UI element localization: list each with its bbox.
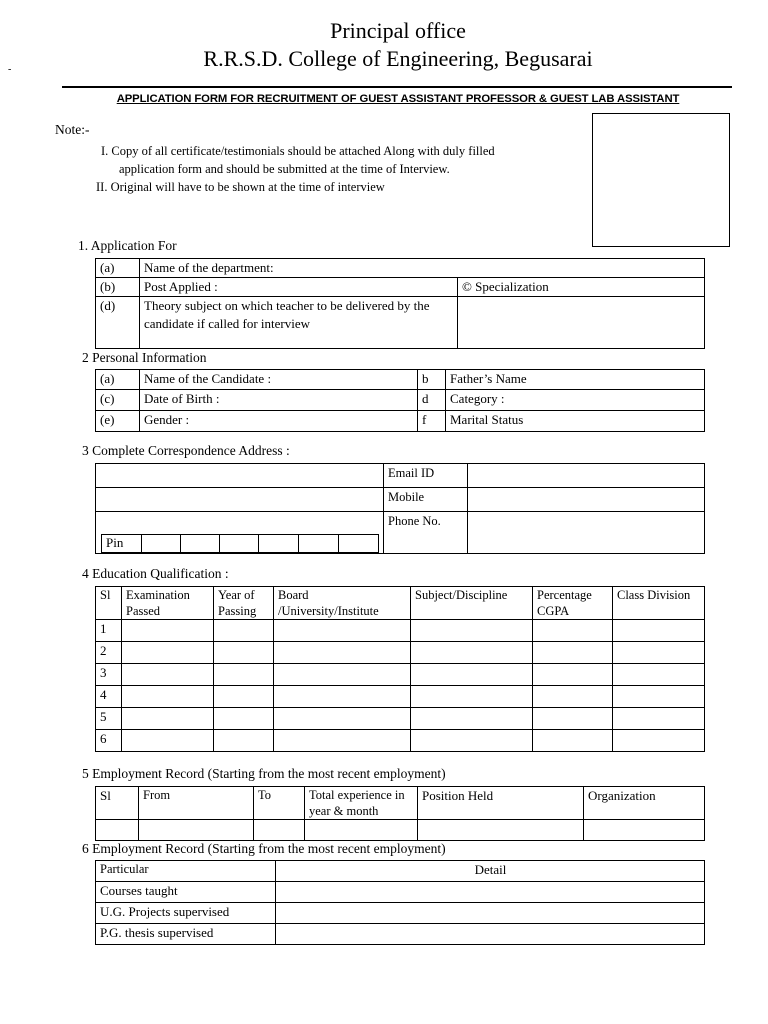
cell[interactable] [533, 686, 613, 708]
header-particular: Particular [96, 861, 276, 882]
section-2-title: 2 Personal Information [82, 350, 207, 365]
dob-field[interactable]: Date of Birth : [140, 390, 418, 411]
marital-status-field[interactable]: Marital Status [446, 411, 705, 432]
education-table [95, 586, 705, 752]
pin-digit-box[interactable] [220, 535, 259, 553]
table-row [96, 664, 705, 686]
row-number: 4 [96, 686, 122, 708]
form-title: APPLICATION FORM FOR RECRUITMENT OF GUEST ASSISTANT PROFESSOR & GUEST LAB ASSISTANT [116, 93, 680, 105]
experience-detail-table [95, 860, 705, 945]
cell[interactable] [254, 820, 305, 841]
candidate-name-field[interactable]: Name of the Candidate : [140, 370, 418, 390]
section-1-title: 1. Application For [78, 238, 177, 253]
cell[interactable] [274, 708, 411, 730]
section-4-title: 4 Education Qualification : [82, 566, 229, 581]
pg-thesis-field[interactable] [276, 924, 705, 945]
ug-projects-field[interactable] [276, 903, 705, 924]
post-applied-field[interactable]: Post Applied : [140, 278, 458, 297]
address-table [95, 463, 705, 554]
cell[interactable] [274, 730, 411, 752]
row-number: 1 [96, 620, 122, 642]
cell[interactable] [613, 730, 705, 752]
application-for-table [95, 258, 705, 349]
cell[interactable] [305, 820, 418, 841]
mobile-label: Mobile [384, 488, 468, 512]
address-line-1[interactable] [96, 464, 384, 488]
table-row [96, 464, 705, 488]
cell[interactable] [533, 642, 613, 664]
header-percentage: Percentage CGPA [533, 587, 613, 620]
header-exam: Examination Passed [122, 587, 214, 620]
table-row [96, 259, 705, 278]
courses-taught-field[interactable] [276, 882, 705, 903]
row-id: (c) [96, 390, 140, 411]
cell[interactable] [214, 708, 274, 730]
cell[interactable] [122, 708, 214, 730]
table-row [96, 297, 705, 349]
cell[interactable] [122, 686, 214, 708]
cell[interactable] [411, 708, 533, 730]
cell[interactable] [274, 642, 411, 664]
phone-label: Phone No. [384, 512, 468, 554]
category-field[interactable]: Category : [446, 390, 705, 411]
pin-digit-box[interactable] [259, 535, 299, 553]
cell[interactable] [214, 664, 274, 686]
margin-dash: - [8, 64, 12, 75]
office-title: Principal office [330, 18, 466, 43]
theory-subject-label: Theory subject on which teacher to be delivered by the candidate if called for interview [140, 297, 458, 349]
cell[interactable] [214, 686, 274, 708]
address-line-2[interactable] [96, 488, 384, 512]
theory-subject-field[interactable] [458, 297, 705, 349]
mobile-field[interactable] [468, 488, 705, 512]
note-label: Note:- [55, 122, 90, 137]
employment-table [95, 786, 705, 841]
cell[interactable] [214, 730, 274, 752]
row-id: d [418, 390, 446, 411]
cell[interactable] [533, 708, 613, 730]
pg-thesis-label: P.G. thesis supervised [96, 924, 276, 945]
note-2: II. Original will have to be shown at the time of interview [96, 180, 385, 194]
pin-digit-box[interactable] [339, 535, 379, 553]
table-row [96, 512, 705, 554]
cell[interactable] [411, 664, 533, 686]
father-name-field[interactable]: Father’s Name [446, 370, 705, 390]
cell[interactable] [122, 620, 214, 642]
pin-digit-box[interactable] [299, 535, 339, 553]
table-row [96, 924, 705, 945]
cell[interactable] [96, 820, 139, 841]
gender-field[interactable]: Gender : [140, 411, 418, 432]
cell[interactable] [411, 620, 533, 642]
table-row [96, 882, 705, 903]
header-rule [62, 86, 732, 88]
specialization-field[interactable]: © Specialization [458, 278, 705, 297]
row-id: (d) [96, 297, 140, 349]
table-header-row [96, 587, 705, 620]
row-number: 2 [96, 642, 122, 664]
cell[interactable] [274, 686, 411, 708]
header-to: To [254, 787, 305, 820]
cell[interactable] [411, 730, 533, 752]
college-title: R.R.S.D. College of Engineering, Begusarai [203, 46, 593, 71]
cell[interactable] [613, 708, 705, 730]
header-experience: Total experience in year & month [305, 787, 418, 820]
cell[interactable] [613, 620, 705, 642]
pin-label: Pin [102, 535, 142, 553]
cell[interactable] [533, 730, 613, 752]
cell[interactable] [613, 664, 705, 686]
note-1-line-2: application form and should be submitted at the time of Interview. [119, 162, 450, 176]
cell[interactable] [122, 730, 214, 752]
header-organization: Organization [584, 787, 705, 820]
row-number: 5 [96, 708, 122, 730]
header-year: Year of Passing [214, 587, 274, 620]
table-row [96, 730, 705, 752]
table-row [96, 488, 705, 512]
cell[interactable] [274, 664, 411, 686]
row-id: (e) [96, 411, 140, 432]
cell[interactable] [214, 642, 274, 664]
photo-box[interactable] [592, 113, 730, 247]
table-row [96, 390, 705, 411]
cell[interactable] [122, 664, 214, 686]
row-number: 3 [96, 664, 122, 686]
section-6-title: 6 Employment Record (Starting from the most recent employment) [82, 841, 446, 856]
personal-info-table [95, 369, 705, 432]
row-id: (b) [96, 278, 140, 297]
table-row [96, 686, 705, 708]
table-row [96, 278, 705, 297]
cell[interactable] [613, 642, 705, 664]
email-field[interactable] [468, 464, 705, 488]
cell[interactable] [418, 820, 584, 841]
row-id: (a) [96, 259, 140, 278]
pin-digit-box[interactable] [142, 535, 181, 553]
table-row [96, 620, 705, 642]
header-sl: Sl [96, 587, 122, 620]
table-row [96, 642, 705, 664]
cell[interactable] [411, 642, 533, 664]
header-sl: Sl [96, 787, 139, 820]
email-label: Email ID [384, 464, 468, 488]
row-id: f [418, 411, 446, 432]
phone-field[interactable] [468, 512, 705, 554]
header-detail: Detail [276, 861, 705, 882]
address-line-3[interactable] [96, 512, 384, 554]
cell[interactable] [533, 620, 613, 642]
table-row [96, 820, 705, 841]
header-subject: Subject/Discipline [411, 587, 533, 620]
row-number: 6 [96, 730, 122, 752]
pin-boxes [101, 534, 379, 553]
department-field[interactable]: Name of the department: [140, 259, 705, 278]
section-5-title: 5 Employment Record (Starting from the most recent employment) [82, 766, 446, 781]
header-position: Position Held [418, 787, 584, 820]
header-class: Class Division [613, 587, 705, 620]
row-id: (a) [96, 370, 140, 390]
courses-taught-label: Courses taught [96, 882, 276, 903]
cell[interactable] [122, 642, 214, 664]
header-board: Board /University/Institute [274, 587, 411, 620]
cell[interactable] [411, 686, 533, 708]
cell[interactable] [214, 620, 274, 642]
ug-projects-label: U.G. Projects supervised [96, 903, 276, 924]
table-header-row [96, 787, 705, 820]
note-1-line-1: I. Copy of all certificate/testimonials should be attached Along with duly filled [101, 144, 495, 158]
header-from: From [139, 787, 254, 820]
row-id: b [418, 370, 446, 390]
cell[interactable] [139, 820, 254, 841]
cell[interactable] [613, 686, 705, 708]
table-row [96, 370, 705, 390]
cell[interactable] [274, 620, 411, 642]
table-row [96, 708, 705, 730]
section-3-title: 3 Complete Correspondence Address : [82, 443, 290, 458]
pin-digit-box[interactable] [181, 535, 220, 553]
table-header-row [96, 861, 705, 882]
table-row [96, 411, 705, 432]
cell[interactable] [584, 820, 705, 841]
cell[interactable] [533, 664, 613, 686]
table-row [96, 903, 705, 924]
